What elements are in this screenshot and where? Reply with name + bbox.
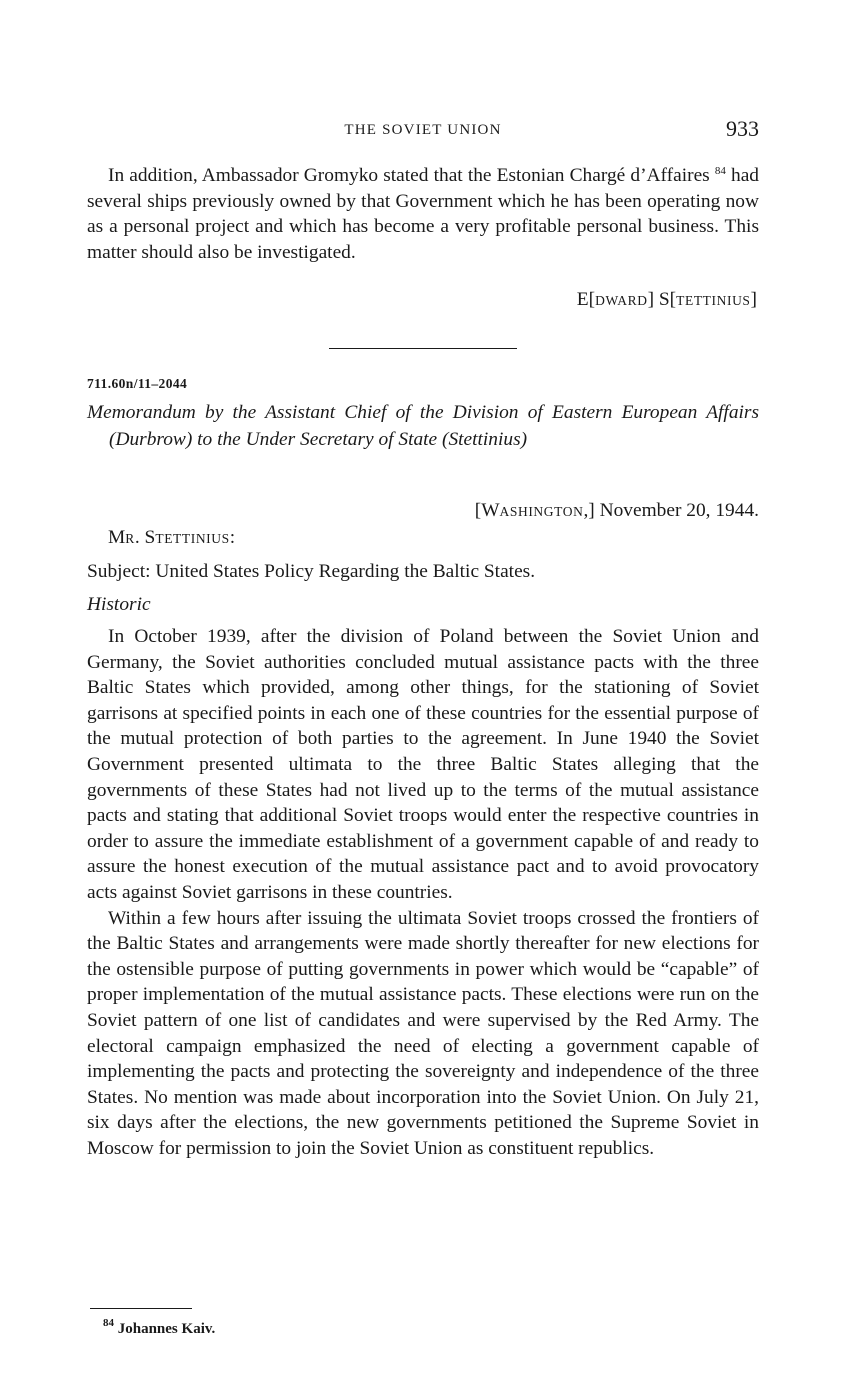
- section-heading: Historic: [87, 594, 151, 615]
- signature-last-name: TETTINIUS: [676, 293, 751, 308]
- body-text: [87, 624, 759, 1161]
- dateline-place: ASHINGTON: [499, 504, 584, 519]
- file-number: 711.60n/11–2044: [87, 376, 188, 391]
- running-head: [87, 116, 759, 146]
- subject-line: Subject: United States Policy Regarding the Baltic States.: [87, 561, 536, 582]
- document-heading: Memorandum by the Assistant Chief of the Division of Eastern European Affairs (Durbrow) to the Under Secretary of State (Stettinius): [87, 402, 759, 450]
- footnote-marker: 84: [103, 1317, 114, 1329]
- footnote-divider: [90, 1308, 192, 1309]
- signature-close: ]: [750, 289, 757, 310]
- dateline-date: ,] November 20, 1944.: [583, 500, 759, 521]
- salutation-m: M: [108, 527, 126, 548]
- section-divider: [329, 348, 517, 349]
- salutation-r: R: [125, 531, 135, 546]
- body-paragraph: In October 1939, after the division of Poland between the Soviet Union and Germany, the Soviet authorities concluded mutual assistance pacts with the three Baltic States which provided, among other things, for the stationing of Soviet garrisons at specified points in each one of these countries for the essential purpose of the mutual protection of both parties to the agreement. In June 1940 the Soviet Government presented ultimata to the three Baltic States alleging that the governments of these States had not lived up to the terms of the mutual assistance pacts and stating that additional Soviet troops would enter the respective countries in order to assure the immediate establishment of a government capable of and ready to assure the honest execution of the mutual assistance pact and to avoid provocatory acts against Soviet garrisons in these countries.: [87, 626, 759, 903]
- dateline-open: [W: [474, 500, 500, 521]
- signature-first-name: DWARD: [595, 293, 648, 308]
- page-number: 933: [726, 116, 759, 141]
- body-paragraph: Within a few hours after issuing the ultimata Soviet troops crossed the frontiers of the Baltic States and arrangements were made shortly thereafter for new elections for the ostensible purpose of putting governments in power which would be “capable” of proper implementation of the mutual assistance pacts. These elections were run on the Soviet pattern of one list of candidates and were supervised by the Red Army. The electoral campaign emphasized the need of electing a government capable of implementing the pacts and protecting the sovereignty and independence of the three States. No mention was made about incorporation into the Soviet Union. On July 21, six days after the elections, the new governments petitioned the Supreme Soviet in Moscow for permission to join the Soviet Union as constituent republics.: [87, 907, 759, 1159]
- continuation-paragraph: [87, 163, 759, 265]
- continuation-text-a: In addition, Ambassador Gromyko stated that the Estonian Chargé d’Affaires: [108, 165, 710, 186]
- dateline: [475, 500, 759, 522]
- footnote-text: Johannes Kaiv.: [117, 1321, 216, 1337]
- signature-mid: ] S[: [647, 289, 677, 310]
- signature-initial: E[: [576, 289, 596, 310]
- running-title: THE SOVIET UNION: [344, 122, 502, 138]
- footnote: [103, 1317, 216, 1338]
- salutation-name: TETTINIUS: [155, 531, 230, 546]
- salutation: [108, 527, 235, 549]
- signature: [577, 289, 757, 311]
- salutation-colon: :: [229, 527, 236, 548]
- continuation-text-b: had several ships previously owned by that Government which he has been operating now as a personal project and which has become a very profitable personal business. This matter should also be investigated.: [87, 165, 759, 263]
- footnote-reference: 84: [714, 165, 726, 177]
- salutation-dot-s: . S: [134, 527, 156, 548]
